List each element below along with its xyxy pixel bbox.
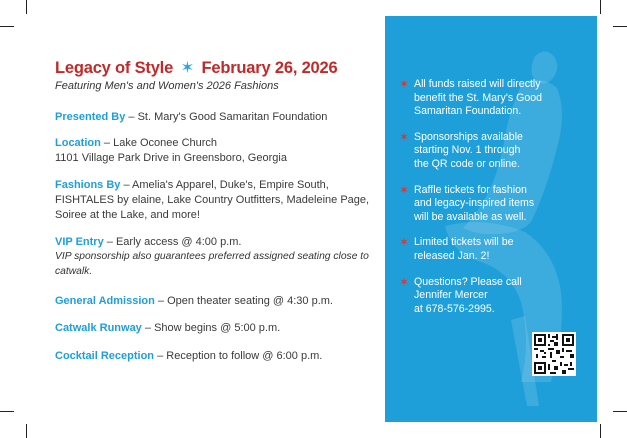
list-item: ✶ Raffle tickets for fashion and legacy-inspired items will be available as well. <box>399 182 535 223</box>
cocktail-reception-text: Reception to follow @ 6:00 p.m. <box>166 350 323 362</box>
star-icon: ✶ <box>399 129 410 144</box>
vip-entry-text: Early access @ 4:00 p.m. <box>115 236 242 248</box>
fashions-by: Fashions By – Amelia's Apparel, Duke's, Empire South, FISHTALES by elaine, Lake Country Outfitters, Madeleine Page, Soiree at the Lake, and more! <box>55 179 370 222</box>
cocktail-reception-label: Cocktail Reception <box>55 350 155 362</box>
crop-mark <box>600 424 601 438</box>
event-name: Legacy of Style <box>55 59 174 77</box>
crop-mark <box>613 411 627 412</box>
catwalk-runway-label: Catwalk Runway <box>55 322 142 334</box>
cocktail-reception: Cocktail Reception – Reception to follow @ 6:00 p.m. <box>55 350 323 362</box>
crop-mark <box>0 411 14 412</box>
event-details <box>55 58 375 362</box>
event-date: February 26, 2026 <box>201 59 338 77</box>
presented-by-text: St. Mary's Good Samaritan Foundation <box>137 111 328 123</box>
qr-code-icon[interactable] <box>532 332 576 376</box>
location: Location – Lake Oconee Church 1101 Village Park Drive in Greensboro, Georgia <box>55 137 287 165</box>
general-admission-label: General Admission <box>55 295 155 307</box>
presented-by-label: Presented By <box>55 111 126 123</box>
crop-mark <box>0 26 14 27</box>
vip-entry-label: VIP Entry <box>55 236 104 248</box>
star-icon: ✶ <box>399 235 410 250</box>
list-item: ✶ Sponsorships available starting Nov. 1 through the QR code or online. <box>399 129 523 170</box>
star-icon: ✶ <box>180 59 195 77</box>
presented-by: Presented By – St. Mary's Good Samaritan Foundation <box>55 111 328 123</box>
panel-bullets <box>399 78 589 316</box>
list-item: ✶ Questions? Please call Jennifer Mercer at 678-576-2995. <box>399 274 522 315</box>
crop-mark <box>600 0 601 14</box>
list-item: ✶ All funds raised will directly benefit the St. Mary's Good Samaritan Foundation. <box>399 77 543 118</box>
star-icon: ✶ <box>399 274 410 289</box>
location-line2: 1101 Village Park Drive in Greensboro, Georgia <box>55 152 287 165</box>
catwalk-runway: Catwalk Runway – Show begins @ 5:00 p.m. <box>55 322 281 334</box>
catwalk-runway-text: Show begins @ 5:00 p.m. <box>154 322 281 334</box>
crop-mark <box>26 424 27 438</box>
fashions-by-label: Fashions By <box>55 179 121 191</box>
crop-mark <box>26 0 27 14</box>
event-title <box>55 58 375 78</box>
crop-mark <box>613 26 627 27</box>
general-admission: General Admission – Open theater seating @ 4:30 p.m. <box>55 295 333 307</box>
fashions-by-text: Amelia's Apparel, Duke's, Empire South, FISHTALES by elaine, Lake Country Outfitters, Madeleine Page, Soiree at the Lake, and more! <box>55 179 370 222</box>
star-icon: ✶ <box>399 77 410 91</box>
vip-note: VIP sponsorship also guarantees preferred assigned seating close to catwalk. <box>55 251 369 277</box>
general-admission-text: Open theater seating @ 4:30 p.m. <box>167 295 333 307</box>
location-line1: Lake Oconee Church <box>113 137 218 149</box>
list-item: ✶ Limited tickets will be released Jan. 2! <box>399 235 514 262</box>
vip-entry: VIP Entry – Early access @ 4:00 p.m. VIP sponsorship also guarantees preferred assigned seating close to catwalk. <box>55 235 375 279</box>
star-icon: ✶ <box>399 182 410 197</box>
location-label: Location <box>55 137 101 149</box>
event-subtitle: Featuring Men's and Women's 2026 Fashions <box>55 80 279 92</box>
